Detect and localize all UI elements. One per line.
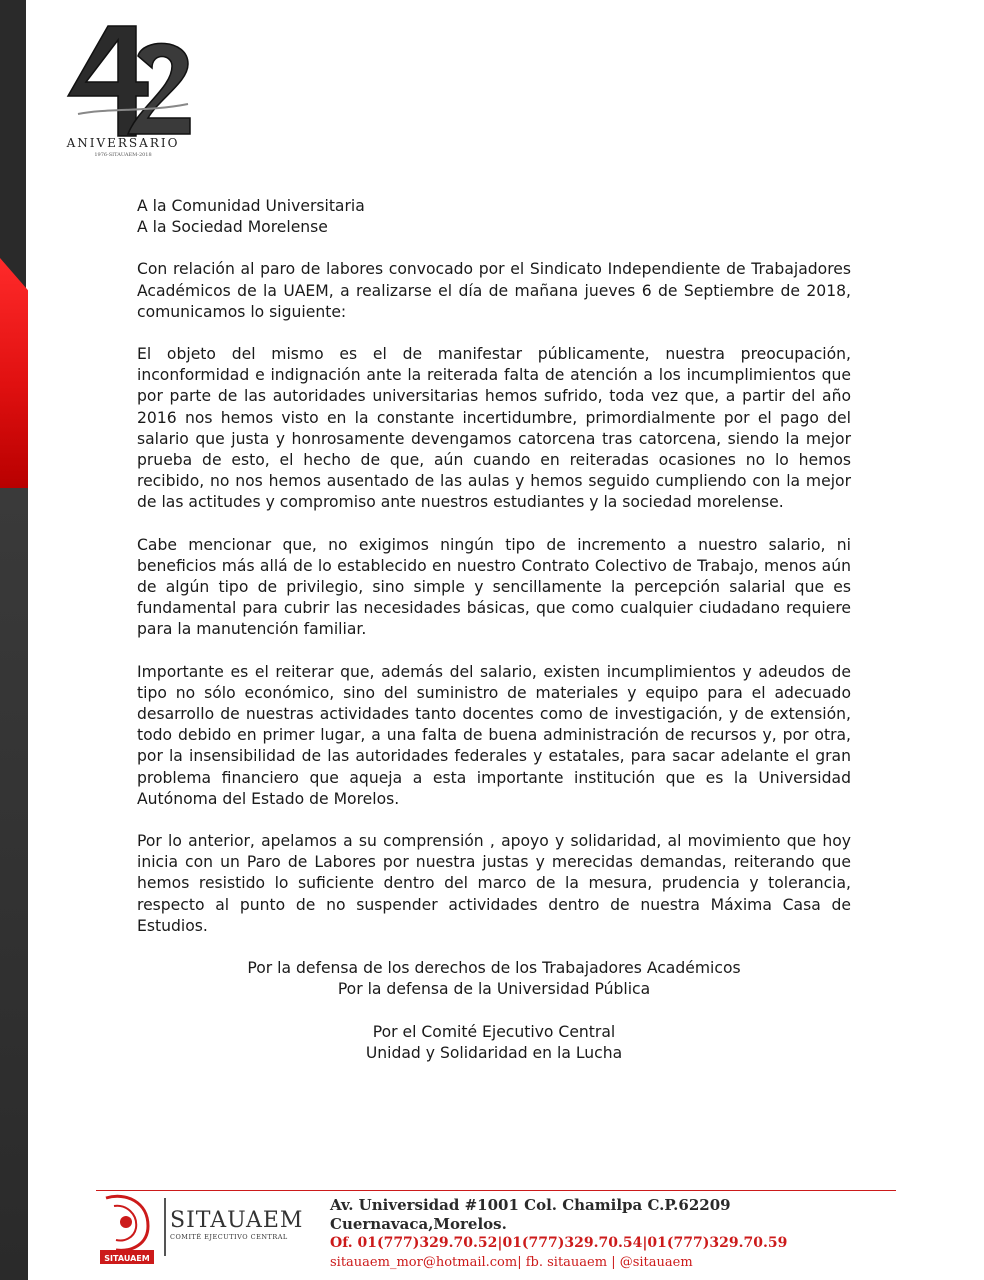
salutation-line: A la Comunidad Universitaria xyxy=(137,197,365,215)
signature-line: Por el Comité Ejecutivo Central xyxy=(372,1022,616,1041)
org-name: SITAUAEM xyxy=(170,1208,304,1233)
paragraph: Con relación al paro de labores convocado por el Sindicato Independiente de Trabajadores Académicos de la UAEM, a realizarse el día de mañana jueves 6 de Septiembre de 2018, comunicamos lo siguiente: xyxy=(137,260,851,321)
logo-subcaption: 1976-SITAUAEM-2018 xyxy=(94,152,152,158)
footer-address: Av. Universidad #1001 Col. Chamilpa C.P.62209 Cuernavaca,Morelos. xyxy=(330,1196,731,1233)
logo-number-42-graphic xyxy=(68,26,190,136)
paragraph: Cabe mencionar que, no exigimos ningún tipo de incremento a nuestro salario, ni beneficios más allá de lo establecido en nuestro Contrato Colectivo de Trabajo, menos aún de algún tipo de privilegio, sino simple y sencillamente la percepción salarial que es fundamental para cubrir las necesidades básicas, que como cualquier ciudadano requiere para la manutención familiar. xyxy=(137,535,851,639)
union-seal-logo xyxy=(96,1192,158,1268)
signature-block xyxy=(137,1022,851,1064)
seal-lettering: SITAUAEM xyxy=(104,1254,150,1263)
footer-contact xyxy=(330,1196,900,1272)
footer-phones: Of. 01(777)329.70.52|01(777)329.70.54|01(777)329.70.59 xyxy=(330,1235,788,1251)
footer-org xyxy=(170,1208,303,1241)
paragraph: Por lo anterior, apelamos a su comprensión , apoyo y solidaridad, al movimiento que hoy inicia con un Paro de Labores por nuestra justas y merecidas demandas, reiterando que hemos resistido lo suficiente dentro del marco de la mesura, prudencia y tolerancia, respecto al punto de no suspender actividades dentro de nuestra Máxima Casa de Estudios. xyxy=(137,832,851,935)
closing-line: Por la defensa de la Universidad Pública xyxy=(337,980,651,999)
closing-block xyxy=(137,958,851,1000)
closing-line: Por la defensa de los derechos de los Trabajadores Académicos xyxy=(247,959,741,978)
left-stripe-red xyxy=(0,258,28,488)
paragraph: Importante es el reiterar que, además del salario, existen incumplimientos y adeudos de tipo no sólo económico, sino del suministro de materiales y equipo para el adecuado desarrollo de nuestras actividades tanto docentes como de investigación, y de extensión, todo debido en primer lugar, a una falta de buena administración de recursos y, por otra, por la insensibilidad de las autoridades federales y estatales, para sacar adelante el gran problema financiero que aqueja a esta importante institución que es la Universidad Autónoma del Estado de Morelos. xyxy=(137,662,851,808)
footer-divider xyxy=(96,1190,896,1191)
logo-caption: ANIVERSARIO xyxy=(66,136,180,150)
footer-email-social: sitauaem_mor@hotmail.com| fb. sitauaem | @sitauaem xyxy=(330,1255,693,1270)
salutation xyxy=(137,196,851,238)
signature-line: Unidad y Solidaridad en la Lucha xyxy=(365,1043,623,1062)
paragraph: El objeto del mismo es el de manifestar públicamente, nuestra preocupación, inconformidad e indignación ante la reiterada falta de atención a los incumplimientos que por parte de las autoridades universitarias hemos sufrido, toda vez que, a partir del año 2016 nos hemos visto en la constante incertidumbre, primordialmente por el pago del salario que justa y honrosamente devengamos catorcena tras catorcena, siendo la mejor prueba de esto, el hecho de que, aún cuando en reiteradas ocasiones no lo hemos recibido, no nos hemos ausentado de las aulas y hemos seguido cumpliendo con la mejor de las actitudes y compromiso ante nuestros estudiantes y la sociedad morelense. xyxy=(137,345,851,512)
footer-separator xyxy=(164,1198,166,1256)
salutation-line: A la Sociedad Morelense xyxy=(137,218,328,237)
org-subtitle: COMITÉ EJECUTIVO CENTRAL xyxy=(170,1233,288,1241)
letter-body xyxy=(137,196,851,1064)
left-stripe-lower xyxy=(0,488,28,1280)
